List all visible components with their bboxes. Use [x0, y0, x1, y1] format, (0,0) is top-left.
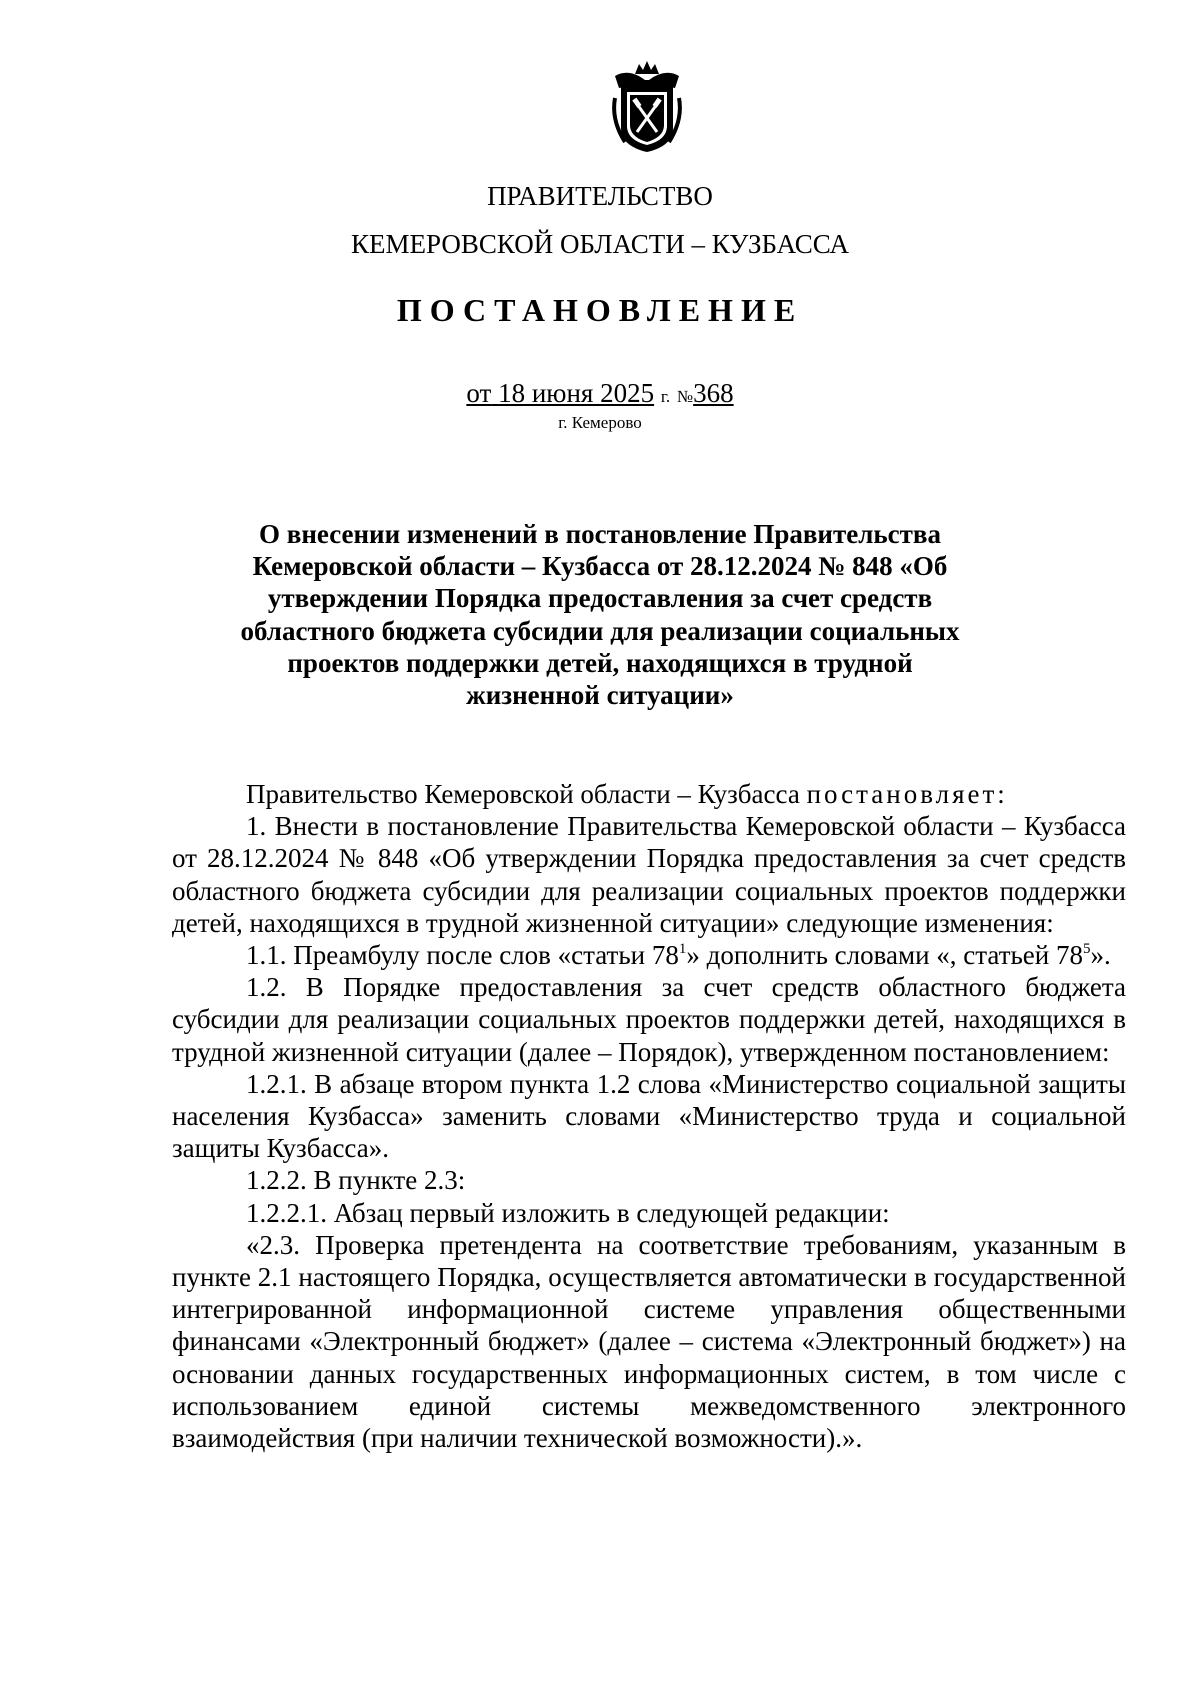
p1-1-text-a: 1.1. Преамбулу после слов «статьи 78	[246, 940, 679, 971]
city-name: г. Кемерово	[558, 413, 642, 432]
date-number-line	[0, 376, 1200, 414]
document-number: 368	[693, 378, 734, 408]
paragraph-1-2: 1.2. В Порядке предоставления за счет средств областного бюджета субсидии для реализации социальных проектов поддержки детей, находящихся в трудной жизненной ситуации (далее – Порядок), утвержденном постановлением:	[172, 972, 1126, 1067]
paragraph-quote-2-3: «2.3. Проверка претендента на соответствие требованиям, указанным в пункте 2.1 настоящего Порядка, осуществляется автоматически в государственной интегрированной информационной системе управления общественными финансами «Электронный бюджет» (далее – система «Электронный бюджет») на основании данных государственных информационных систем, в том числе с использованием единой системы межведомственного электронного взаимодействия (при наличии технической возможности).».	[172, 1229, 1126, 1454]
intro-prefix: Правительство Кемеровской области – Кузбасса	[246, 779, 800, 809]
coat-of-arms-emblem	[605, 58, 689, 154]
paragraph-1-2-2-1: 1.2.2.1. Абзац первый изложить в следующей редакции:	[246, 1197, 890, 1228]
paragraph-1-2-1: 1.2.1. В абзаце втором пункта 1.2 слова «Министерство социальной защиты населения Кузбасса» заменить словами «Министерство труда и социальной защиты Кузбасса».	[172, 1068, 1126, 1164]
document-title: О внесении изменений в постановление Правительства Кемеровской области – Кузбасса от 28.12.2024 № 848 «Об утверждении Порядка предоставления за счет средств областного бюджета субсидии для реализации социальных проектов поддержки детей, находящихся в трудной жизненной ситуации»	[240, 519, 960, 711]
intro-verb: постановляет:	[806, 779, 1008, 809]
government-name-line2: КЕМЕРОВСКОЙ ОБЛАСТИ – КУЗБАССА	[351, 229, 849, 259]
document-date: 18 июня 2025	[498, 378, 655, 408]
year-suffix: г.	[660, 387, 671, 406]
intro-paragraph	[172, 778, 1126, 810]
date-prefix: от	[466, 378, 492, 408]
document-type-heading: ПОСТАНОВЛЕНИЕ	[396, 292, 804, 328]
government-name-line1: ПРАВИТЕЛЬСТВО	[487, 181, 713, 211]
p1-1-text-c: ».	[1090, 940, 1111, 971]
document-body	[172, 778, 1126, 1454]
coat-of-arms-icon	[605, 58, 689, 154]
paragraph-1: 1. Внести в постановление Правительства Кемеровской области – Кузбасса от 28.12.2024 № 848 «Об утверждении Порядка предоставления за счет средств областного бюджета субсидии для реализации социальных проектов поддержки детей, находящихся в трудной жизненной ситуации» следующие изменения:	[172, 811, 1126, 938]
p1-1-sup-2: 5	[1083, 941, 1091, 958]
p1-1-sup-1: 1	[678, 941, 687, 958]
number-sign: №	[676, 387, 694, 406]
p1-1-text-b: » дополнить словами «, статьей 78	[686, 940, 1083, 971]
paragraph-1-1	[172, 939, 1126, 971]
paragraph-1-2-2: 1.2.2. В пункте 2.3:	[246, 1165, 466, 1196]
